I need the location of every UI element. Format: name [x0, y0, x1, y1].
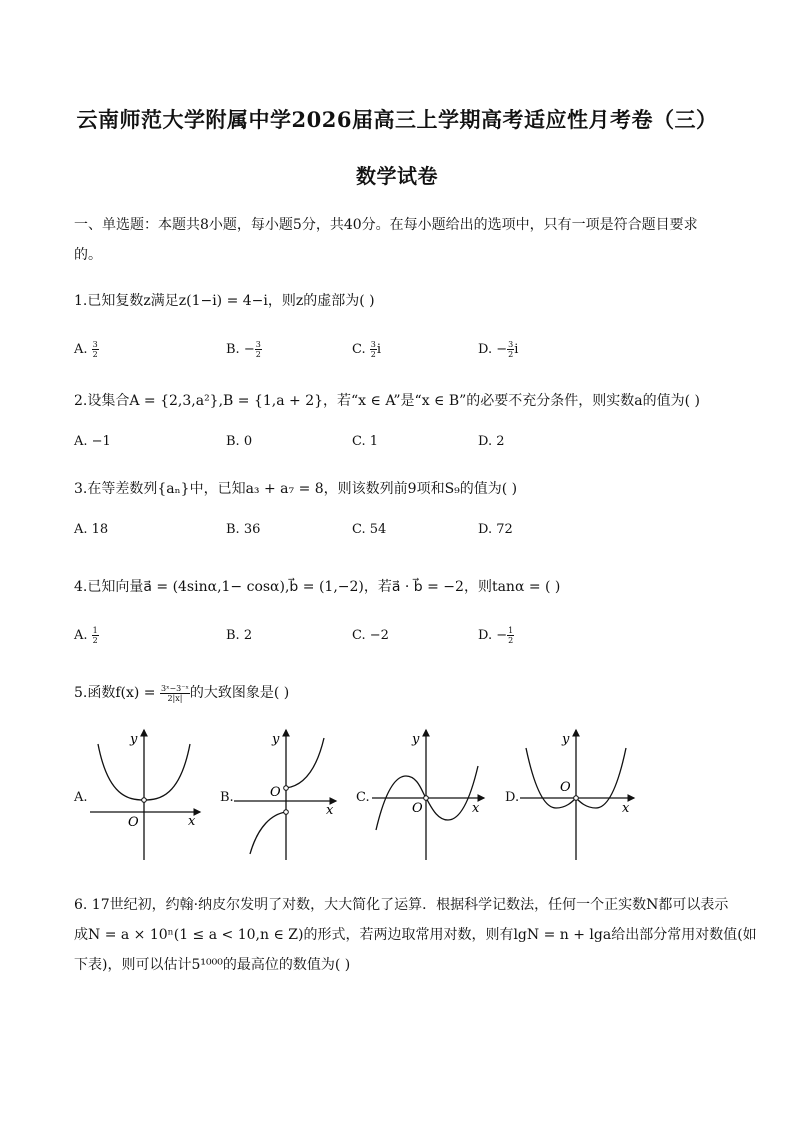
question-3-stem: 3.在等差数列{aₙ}中，已知a₃ + a₇ = 8，则该数列前9项和S₉的值为( ) [74, 481, 518, 497]
q5-option-c[interactable]: C. [356, 790, 370, 805]
q3-option-b[interactable]: B. 36 [226, 522, 261, 537]
q1-option-d[interactable]: D. − $\frac{3}{2}$ i [478, 340, 519, 359]
graph-b-x-label: x [326, 803, 334, 818]
graph-c [370, 726, 490, 862]
q2-option-d[interactable]: D. 2 [478, 434, 505, 449]
q4-option-b[interactable]: B. 2 [226, 628, 253, 643]
q2-option-c[interactable]: C. 1 [352, 434, 379, 449]
graph-d-origin: O [560, 780, 571, 795]
q4-option-c[interactable]: C. −2 [352, 628, 389, 643]
question-6-line1: 6. 17世纪初，约翰·纳皮尔发明了对数，大大简化了运算．根据科学记数法，任何一个正实数N都可以表示 [74, 897, 729, 913]
graph-b-y-label: y [272, 732, 280, 747]
q4-option-d[interactable]: D. − $\frac{1}{2}$ [478, 626, 514, 645]
graph-c-origin: O [412, 801, 423, 816]
graph-d-y-label: y [562, 732, 570, 747]
graph-d-x-label: x [622, 801, 630, 816]
question-4-stem: 4.已知向量a⃗ = (4sinα,1− cosα),b⃗ = (1,−2)，若a⃗ · b⃗ = −2，则tanα = ( ) [74, 579, 561, 595]
q3-option-a[interactable]: A. 18 [74, 522, 109, 537]
question-6-line2: 成N = a × 10ⁿ(1 ≤ a < 10,n ∈ Z)的形式，若两边取常用对数，则有lgN = n + lga给出部分常用对数值(如 [74, 927, 757, 943]
graph-c-x-label: x [472, 801, 480, 816]
q2-option-b[interactable]: B. 0 [226, 434, 253, 449]
q5-option-d[interactable]: D. [505, 790, 520, 805]
q5-option-a[interactable]: A. [74, 790, 88, 805]
q1-option-b[interactable]: B. − $\frac{3}{2}$ [226, 340, 261, 359]
question-2-stem: 2.设集合A = {2,3,a²},B = {1,a + 2}，若“x ∈ A”是“x ∈ B”的必要不充分条件，则实数a的值为( ) [74, 393, 701, 409]
graph-b-origin: O [270, 785, 281, 800]
q4-option-a[interactable]: A. $\frac{1}{2}$ [74, 626, 98, 645]
graph-c-y-label: y [412, 732, 420, 747]
page-subtitle: 数学试卷 [356, 164, 438, 188]
section-header-line1: 一、单选题：本题共8小题，每小题5分，共40分。在每小题给出的选项中，只有一项是符合题目要求 [74, 217, 698, 233]
section-header-line2: 的。 [74, 247, 102, 263]
page-title: 云南师范大学附属中学2026届高三上学期高考适应性月考卷（三） [76, 107, 718, 132]
graph-a-origin: O [128, 815, 139, 830]
q1-option-a[interactable]: A. $\frac{3}{2}$ [74, 340, 98, 359]
graph-b [232, 726, 342, 862]
q2-option-a[interactable]: A. −1 [74, 434, 111, 449]
graph-a-x-label: x [188, 814, 196, 829]
question-1-stem: 1.已知复数z满足z(1−i) = 4−i，则z的虚部为( ) [74, 293, 375, 309]
q1-option-c[interactable]: C. $\frac{3}{2}$ i [352, 340, 382, 359]
graph-a-y-label: y [130, 732, 138, 747]
graph-d [518, 726, 640, 862]
graph-a [88, 726, 210, 862]
question-5-stem: 5.函数f(x) = $\frac{\text{3ˣ−3⁻ˣ}}{2|x|}$ 的大致图象是( ) [74, 683, 290, 703]
q3-option-d[interactable]: D. 72 [478, 522, 513, 537]
q3-option-c[interactable]: C. 54 [352, 522, 387, 537]
question-6-line3: 下表)，则可以估计5¹⁰⁰⁰的最高位的数值为( ) [74, 957, 351, 973]
q5-option-b[interactable]: B. [220, 790, 234, 805]
